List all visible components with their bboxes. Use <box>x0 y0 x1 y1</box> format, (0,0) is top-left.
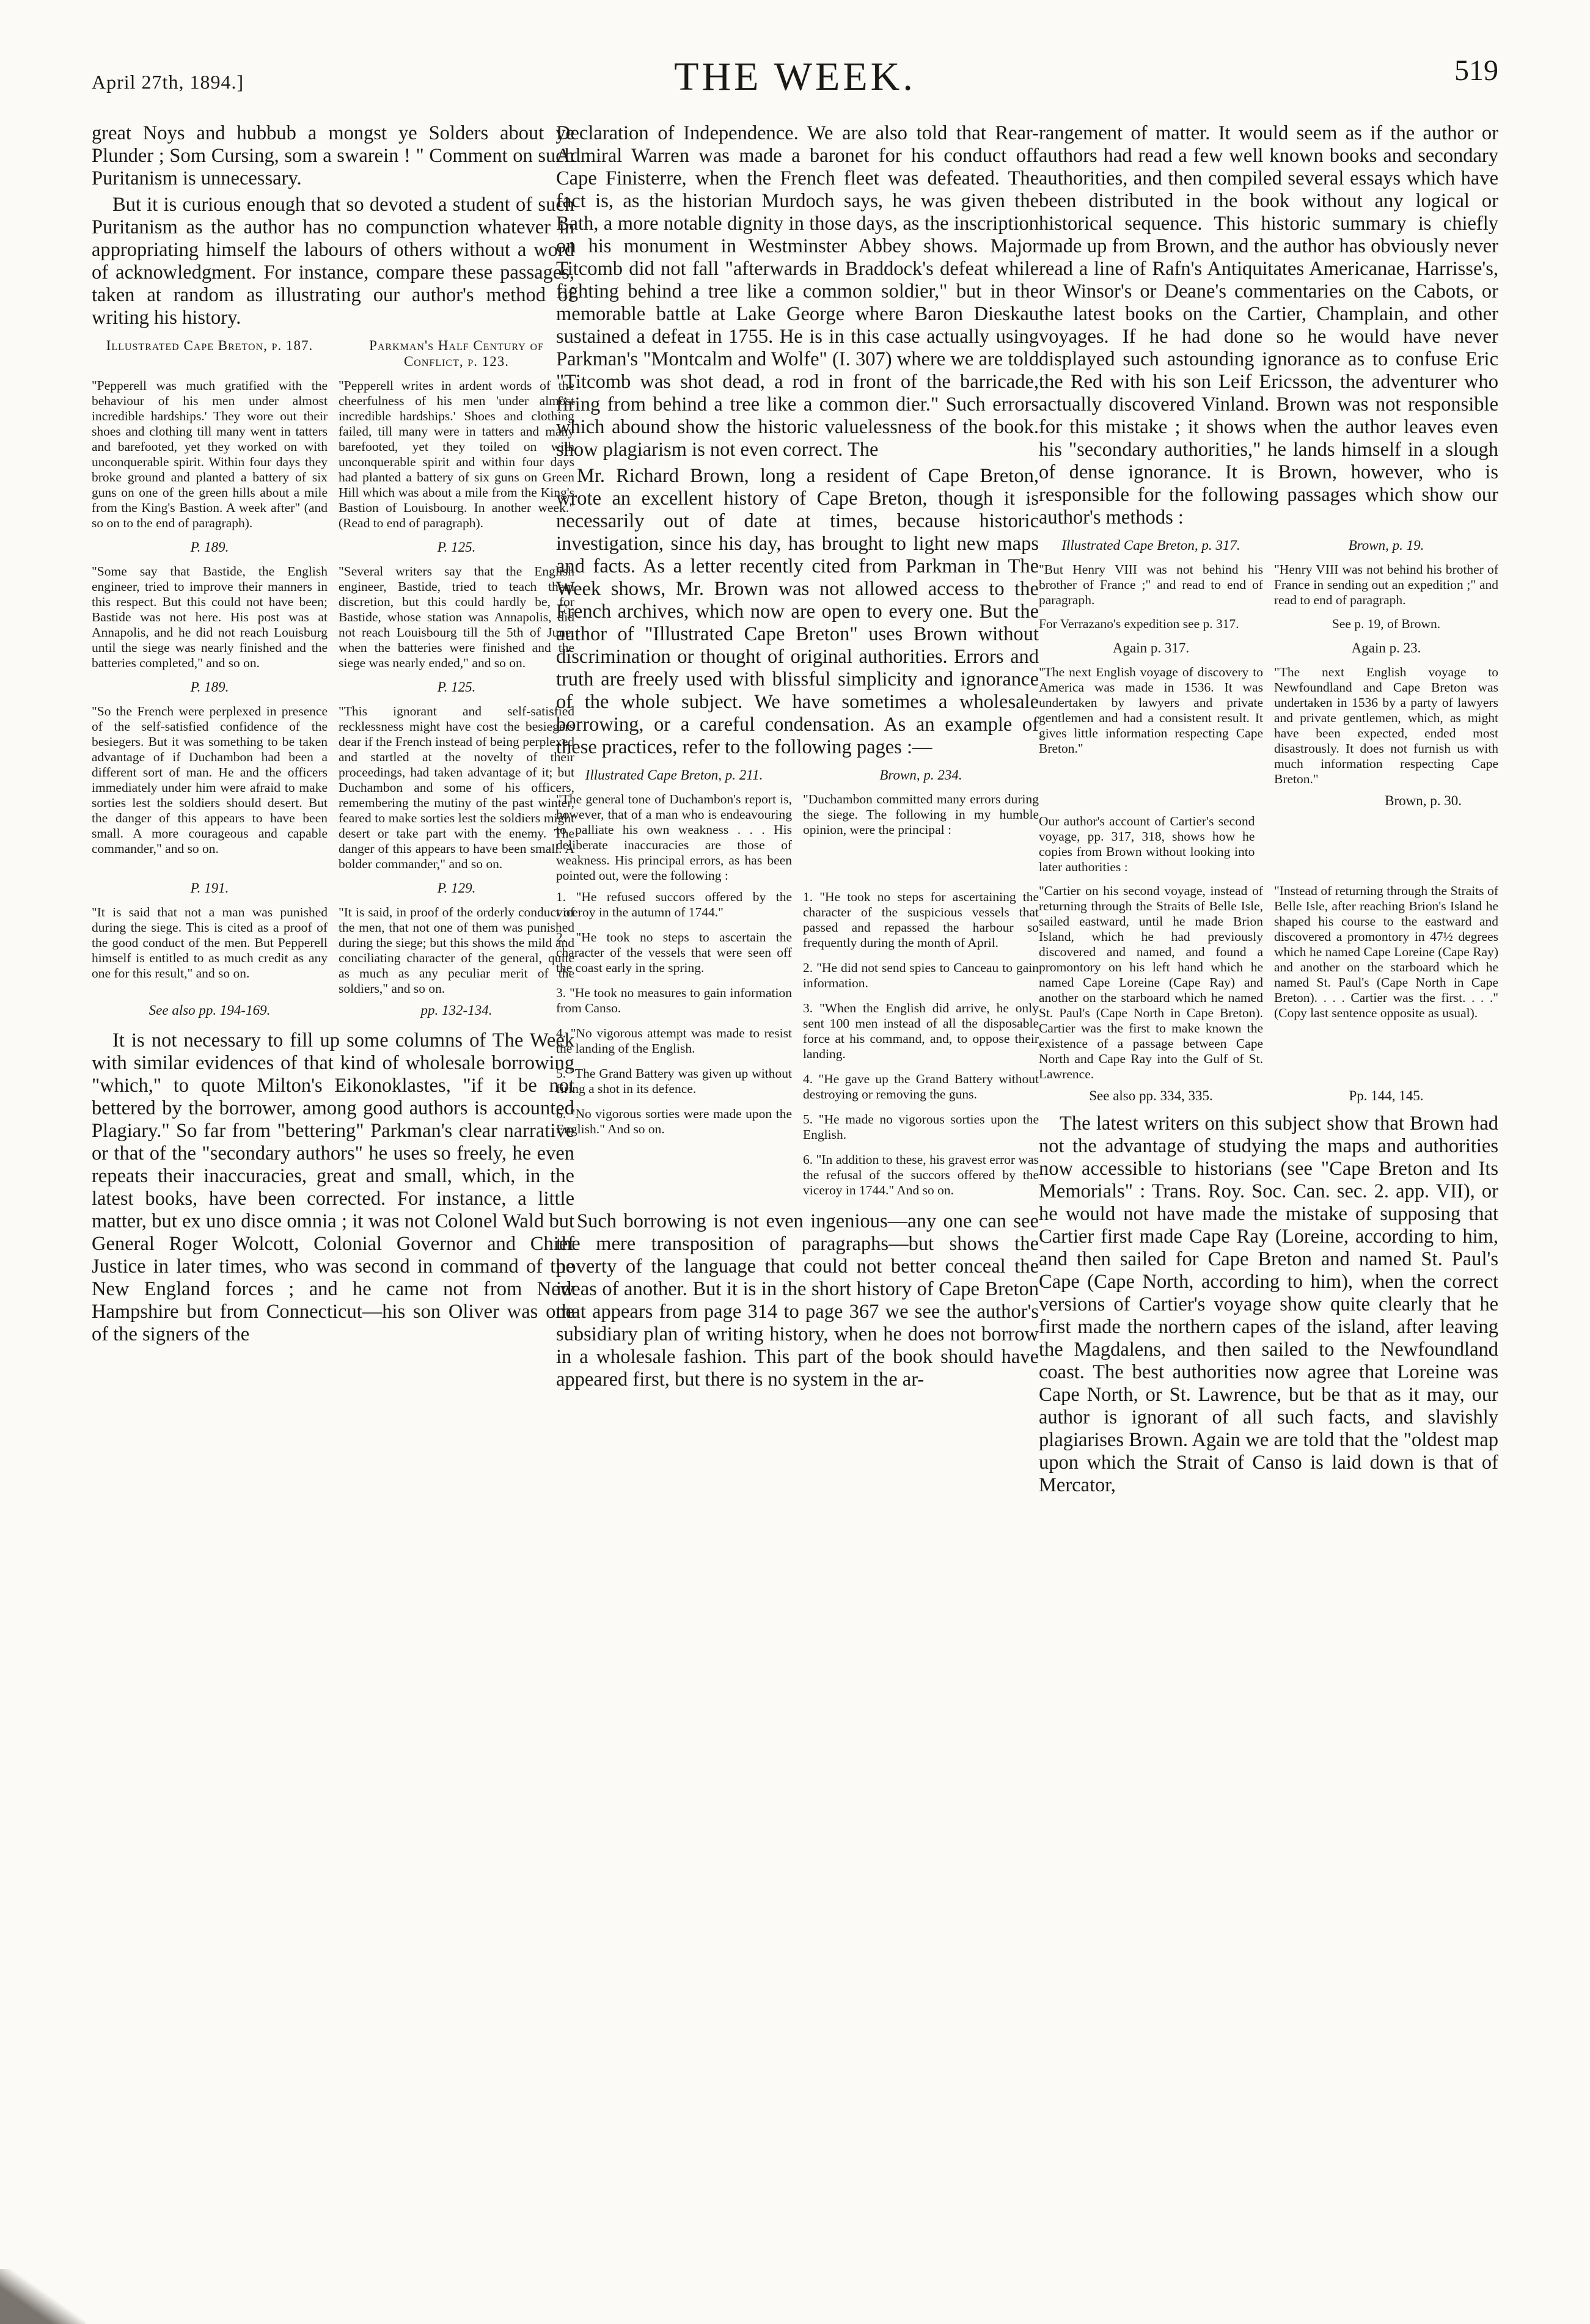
note-right: See p. 19, of Brown. <box>1332 616 1441 631</box>
footnote-left: See also pp. 194-169. <box>148 1003 271 1018</box>
source-citation: Brown, p. 30. <box>1385 793 1462 808</box>
intro-note: Our author's account of Cartier's second voyage, pp. 317, 318, shows how he copies from Brown without looking into later authorities : <box>1039 814 1255 874</box>
comparison-quotes <box>556 792 1039 883</box>
quote-left: "The general tone of Duchambon's report is, however, that of a man who is endeavouring to palliate his own weakness . . . His deliberate inaccuracies are those of weakness. His principal errors, as has been pointed out, were the following : <box>556 792 792 883</box>
list-item: 4. "No vigorous attempt was made to resist the landing of the English. <box>556 1026 792 1056</box>
column-3 <box>1039 122 1498 2300</box>
masthead-title: THE WEEK. <box>674 54 916 99</box>
comparison-headings <box>92 338 574 370</box>
footnote-right: pp. 132-134. <box>420 1003 493 1018</box>
comparison-headings <box>1039 640 1498 656</box>
quote-right: "Henry VIII was not behind his brother of France in sending out an expedition ;" and read to end of paragraph. <box>1274 562 1498 607</box>
quote-right: "Several writers say that the English engineer, Bastide, tried to teach them discretion, but this could hardly be, for Bastide, whose station was Annapolis, did not reach Louisbourg till the 5th of June, when the batteries were finished and the siege was nearly ended," and so on. <box>339 564 574 670</box>
list-item: 1. "He took no steps for ascertaining the character of the suspicious vessels that passed and repassed the harbour so frequently during the month of April. <box>803 890 1039 950</box>
comparison-headings <box>556 767 1039 783</box>
comparison-heading-left: Illustrated Cape Breton, p. 187. <box>106 338 313 353</box>
comparison-items <box>556 890 1039 1198</box>
comparison-footnotes <box>1039 1088 1498 1104</box>
quote-left: "It is said that not a man was punished during the siege. This is cited as a proof of the good conduct of the men. But Pepperell himself is entitled to as much credit as any one for this result," and so on. <box>92 905 328 981</box>
footnote-left: See also pp. 334, 335. <box>1089 1088 1213 1103</box>
list-item: 1. "He refused succors offered by the viceroy in the autumn of 1744." <box>556 890 792 919</box>
comparison-heading-right: Parkman's Half Century of Conflict, p. 123. <box>369 338 544 369</box>
page-corner-shadow <box>0 2269 86 2324</box>
issue-date: April 27th, 1894.] <box>92 71 244 93</box>
list-item: 6. "In addition to these, his gravest error was the refusal of the succors offered by the viceroy in 1744." And so on. <box>803 1152 1039 1197</box>
quote-right: "It is said, in proof of the orderly conduct of the men, that not one of them was punished during the siege; but this shows the mild and conciliating character of the general, quite as much as any peculiar merit of the soldiers," and so on. <box>339 905 574 996</box>
comparison-heading-left: Illustrated Cape Breton, p. 211. <box>585 767 763 783</box>
quote-left: "So the French were perplexed in presence of the self-satisfied confidence of the besiegers. But it was something to be taken advantage of if Duchambon had been a different sort of man. He and the officers immediately under him were afraid to make sorties lest the soldiers should desert. But the danger of this appears to have been small. A more courageous and capable commander," and so on. <box>92 704 328 856</box>
quote-right: "The next English voyage to Newfoundland and Cape Breton was undertaken in 1536 by a party of lawyers and private gentlemen, which, as might have been expected, ended most disastrously. It does not furnish us with much information respecting Cape Breton." <box>1274 665 1498 786</box>
comparison-quotes <box>92 704 574 872</box>
paragraph: The latest writers on this subject show that Brown had not the advantage of studying the maps and authorities now accessible to historians (see "Cape Breton and Its Memorials" : Trans. Roy. Soc. Can. sec. 2. app. VII), or he would not have made the mistake of supposing that Cartier first made Cape Ray (Loreine, according to him, and then sailed for Cape Breton and named St. Paul's Cape (Cape North, according to him), when the correct versions of Cartier's voyage show quite clearly that he first made the northern capes of the island, after leaving the Magdalens, and then sailed to the Newfoundland coast. The best authorities now agree that Loreine was Cape North, or St. Lawrence, but be that as it may, our author is ignorant of all such facts, and slavishly plagiarises Brown. Again we are told that the "oldest map upon which the Strait of Canso is laid down is that of Mercator, <box>1039 1113 1498 1496</box>
items-left <box>556 890 792 1198</box>
comparison-quotes <box>1039 562 1498 608</box>
comparison-notes <box>1039 616 1498 632</box>
comparison-heading-right: Brown, p. 234. <box>879 767 962 783</box>
paragraph: Such borrowing is not even ingenious—any one can see the mere transposition of paragraphs—but shows the poverty of the language that could not better conceal the ideas of another. But it is in the short history of Cape Breton that appears from page 314 to page 367 we see the author's subsidiary plan of writing history, when he does not borrow in a wholesale fashion. This part of the book should have appeared first, but there is no system in the ar- <box>556 1210 1039 1390</box>
paragraph: But it is curious enough that so devoted a student of such Puritanism as the author has no compunction whatever in appropriating himself the labours of others without a word of acknowledgment. For instance, compare these passages, taken at random as illustrating our author's method of writing his history. <box>92 194 574 329</box>
list-item: 2. "He took no steps to ascertain the character of the vessels that were seen off the coast early in the spring. <box>556 930 792 975</box>
list-item: 6. "No vigorous sorties were made upon the English." And so on. <box>556 1106 792 1136</box>
comparison-heading-left: Again p. 317. <box>1112 640 1190 656</box>
comparison-headings <box>92 880 574 896</box>
quote-right: "Pepperell writes in ardent words of the cheerfulness of his men 'under almost incredible hardships.' Shoes and clothing failed, till many were in tatters and many barefooted, yet they toiled on with unconquerable spirit and within four days had planted a battery of six guns on Green Hill which was about a mile from the King's Bastion of Louisbourg. In another week." (Read to end of paragraph). <box>339 378 574 530</box>
comparison-heading-right: Brown, p. 19. <box>1348 538 1424 553</box>
quote-right: "This ignorant and self-satisfied recklessness might have cost the besiegers dear if the French instead of being perplexed and startled at the novelty of their proceedings, had taken advantage of it; but Duchambon and some of his officers, remembering the mutiny of the past winter, feared to make sorties lest the soldiers might desert or take part with the enemy. The danger of this appears to have been small. A bolder commander," and so on. <box>339 704 574 871</box>
paragraph: rangement of matter. It would seem as if the author or authors had read a few well known books and secondary authorities, and then compiled several essays which have been distributed in the book without any logical or historical sequence. This historic summary is chiefly made up from Brown, and the author has obviously never read a line of Rafn's Antiquitates Americanae, Harrisse's, or Winsor's or Deane's commentaries on the Cabots, or the latest books on the Cartier, Champlain, and other voyages. If he had done so he would have never displayed such astounding ignorance as to confuse Eric the Red with his son Leif Ericsson, the adventurer who actually discovered Vinland. Brown was not responsible for this mistake ; it shows when the author leaves even his "secondary authorities," he lands himself in a slough of dense ignorance. It is Brown, however, who is responsible for the following passages which show our author's methods : <box>1039 122 1498 528</box>
column-1 <box>92 122 574 2300</box>
comparison-heading-right: P. 125. <box>437 539 476 555</box>
comparison-quotes <box>1039 883 1498 1082</box>
comparison-heading-right: P. 129. <box>437 880 476 896</box>
quote-left: "Cartier on his second voyage, instead of returning through the Straits of Belle Isle, sailed eastward, until he made Brion Island, which he had previously discovered and named, and found a promontory on his left hand which he named Cape Loreine (Cape Ray) and another on the starboard which he named St. Paul's (Cape North in Cape Breton). Cartier was the first to make known the existence of a passage between Cape North and Cape Ray into the Gulf of St. Lawrence. <box>1039 883 1263 1081</box>
footnote-right: Pp. 144, 145. <box>1349 1088 1424 1103</box>
paragraph: great Noys and hubbub a mongst ye Solders about ye Plunder ; Som Cursing, som a swarein ! " Comment on such Puritanism is unnecessary. <box>92 122 574 189</box>
quote-left: "The next English voyage of discovery to America was made in 1536. It was undertaken by lawyers and private gentlemen and had a consistent result. It gives little information respecting Cape Breton." <box>1039 665 1263 756</box>
list-item: 3. "When the English did arrive, he only sent 100 men instead of all the disposable force at his command, and, to oppose their landing. <box>803 1001 1039 1061</box>
list-item: 2. "He did not send spies to Canceau to gain information. <box>803 960 1039 990</box>
paragraph: It is not necessary to fill up some columns of The Week with similar evidences of that kind of wholesale borrowing "which," to quote Milton's Eikonoklastes, "if it be not bettered by the borrower, among good authors is accounted Plagiary." So far from "bettering" Parkman's clear narrative or that of the "secondary authors" he uses so freely, he even repeats their inaccuracies, great and small, which, in the latest books, have been corrected. For instance, a little matter, but ex uno disce omnia ; it was not Colonel Wald but General Roger Wolcott, Colonial Governor and Chief Justice in later times, who was second in command of the New England forces ; and he came not from New Hampshire but from Connecticut—his son Oliver was one of the signers of the <box>92 1029 574 1345</box>
list-item: 3. "He took no measures to gain information from Canso. <box>556 985 792 1015</box>
quote-right: "Instead of returning through the Straits of Belle Isle, after reaching Brion's Island he shaped his course to the eastward and discovered a promontory in 47½ degrees which he named Cape Loreine (Cape Ray) and another on the starboard which he named St. Paul's (Cape North in Cape Breton). . . . Cartier was the first. . . ." (Copy last sentence opposite as usual). <box>1274 883 1498 1020</box>
list-item: 5. "He made no vigorous sorties upon the English. <box>803 1112 1039 1142</box>
comparison-heading-left: P. 191. <box>190 880 229 896</box>
comparison-quotes <box>92 564 574 671</box>
quote-left: "But Henry VIII was not behind his brother of France ;" and read to end of paragraph. <box>1039 562 1263 607</box>
comparison-heading-left: Illustrated Cape Breton, p. 317. <box>1061 538 1240 553</box>
list-item: 5. "The Grand Battery was given up without firing a shot in its defence. <box>556 1066 792 1096</box>
page-number: 519 <box>1454 54 1498 87</box>
comparison-heading-right: P. 125. <box>437 679 476 695</box>
quote-left: "Pepperell was much gratified with the behaviour of his men under almost incredible hardships.' They wore out their shoes and clothing till many went in tatters and barefooted, yet they worked on with unconquerable spirit. Within four days they broke ground and planted a battery of six guns on one of the green hills about a mile from the King's Bastion. A week after" (and so on to the end of paragraph). <box>92 378 328 530</box>
comparison-headings <box>92 679 574 695</box>
comparison-headings <box>92 539 574 555</box>
quote-left: "Some say that Bastide, the English engineer, tried to improve their manners in this respect. But this could not have been; Bastide was not here. His post was at Annapolis, and he did not reach Louisburg until the siege was nearly finished and the batteries completed," and so on. <box>92 564 328 670</box>
comparison-footnotes <box>92 1003 574 1018</box>
comparison-headings <box>1039 538 1498 554</box>
paragraph: Declaration of Independence. We are also told that Rear-Admiral Warren was made a baronet for his conduct off Cape Finisterre, when the French fleet was defeated. The fact is, as the historian Murdoch says, he was given the Bath, a more notable dignity in those days, as the inscription on his monument in Westminster Abbey shows. Major Titcomb did not fall "afterwards in Braddock's defeat while fighting behind a tree like a common soldier," but in the memorable battle at Lake George where Baron Dieskau sustained a defeat in 1755. He is in this case actually using Parkman's "Montcalm and Wolfe" (I. 307) where we are told "Titcomb was shot dead, a rod in front of the barricade, firing from behind a tree like a common dier." Such errors which abound show the historic valuelessness of the book. show plagiarism is not even correct. The <box>556 122 1039 461</box>
quote-right: "Duchambon committed many errors during the siege. The following in my humble opinion, were the principal : <box>803 792 1039 837</box>
list-item: 4. "He gave up the Grand Battery without destroying or removing the guns. <box>803 1072 1039 1102</box>
comparison-quotes <box>92 378 574 531</box>
comparison-quotes <box>1039 665 1498 787</box>
comparison-heading-left: P. 189. <box>190 679 229 695</box>
column-2 <box>556 122 1039 2300</box>
paragraph: Mr. Richard Brown, long a resident of Cape Breton, wrote an excellent history of Cape Breton, though it is necessarily out of date at times, because historic investigation, since his day, has brought to light new maps and facts. As a letter recently cited from Parkman in The Week shows, Mr. Brown was not allowed access to the French archives, which now are open to every one. But the author of "Illustrated Cape Breton" uses Brown without discrimination or thought of original authorities. Errors and truth are freely used with blissful simplicity and ignorance of the whole subject. We have sometimes a wholesale borrowing, or a careful condensation. As an example of these practices, refer to the following pages :— <box>556 465 1039 758</box>
page-header <box>92 50 1498 105</box>
comparison-quotes <box>92 905 574 996</box>
comparison-heading-left: P. 189. <box>190 539 229 555</box>
comparison-heading-right: Again p. 23. <box>1351 640 1421 656</box>
note-left: For Verrazano's expedition see p. 317. <box>1039 616 1239 631</box>
items-right <box>803 890 1039 1198</box>
